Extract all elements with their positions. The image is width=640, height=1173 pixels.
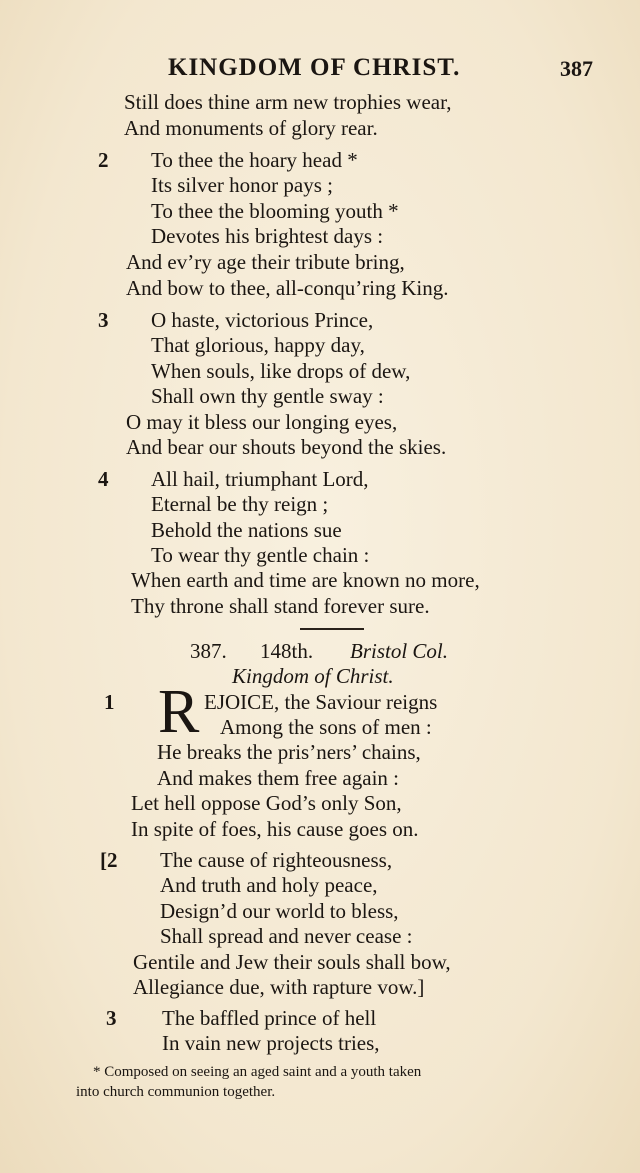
verse-number: 1 bbox=[104, 690, 115, 714]
verse-line: And truth and holy peace, bbox=[160, 873, 378, 897]
verse-line: Shall spread and never cease : bbox=[160, 924, 413, 948]
verse-line: Allegiance due, with rapture vow.] bbox=[133, 975, 425, 999]
continuation-line: Still does thine arm new trophies wear, bbox=[124, 90, 452, 114]
verse-line: To thee the blooming youth * bbox=[151, 199, 399, 223]
verse-line: EJOICE, the Saviour reigns bbox=[204, 690, 438, 714]
footnote-line: * Composed on seeing an aged saint and a youth taken bbox=[93, 1064, 422, 1080]
verse-line: Among the sons of men : bbox=[220, 715, 432, 739]
drop-cap: R bbox=[158, 678, 200, 746]
verse-line: And bear our shouts beyond the skies. bbox=[126, 435, 447, 459]
section-divider bbox=[300, 628, 364, 630]
verse-line: And makes them free again : bbox=[157, 766, 399, 790]
verse-line: To thee the hoary head * bbox=[151, 148, 358, 172]
verse-number: 3 bbox=[98, 308, 109, 332]
verse-line: And bow to thee, all-conqu’ring King. bbox=[126, 276, 449, 300]
verse-line: O may it bless our longing eyes, bbox=[126, 410, 398, 434]
hymn-title: Kingdom of Christ. bbox=[232, 664, 394, 688]
page-number: 387 bbox=[560, 56, 593, 81]
verse-number: 3 bbox=[106, 1006, 117, 1030]
verse-line: When earth and time are known no more, bbox=[131, 568, 480, 592]
verse-line: Devotes his brightest days : bbox=[151, 224, 384, 248]
verse-line: The baffled prince of hell bbox=[162, 1006, 377, 1030]
verse-number: 4 bbox=[98, 467, 109, 491]
hymn-tune: Bristol Col. bbox=[350, 639, 449, 663]
verse-line: When souls, like drops of dew, bbox=[151, 359, 411, 383]
verse-line: He breaks the pris’ners’ chains, bbox=[157, 740, 421, 764]
verse-line: O haste, victorious Prince, bbox=[151, 308, 374, 332]
hymn-number: 387. bbox=[190, 639, 227, 663]
verse-line: In spite of foes, his cause goes on. bbox=[131, 817, 419, 841]
verse-line: All hail, triumphant Lord, bbox=[151, 467, 369, 491]
footnote-line: into church communion together. bbox=[76, 1084, 276, 1100]
hymn-meter: 148th. bbox=[260, 639, 314, 663]
page-header bbox=[0, 54, 640, 86]
verse-line: To wear thy gentle chain : bbox=[151, 543, 370, 567]
verse-number: 2 bbox=[98, 148, 109, 172]
verse-line: In vain new projects tries, bbox=[162, 1031, 380, 1055]
verse-line: Let hell oppose God’s only Son, bbox=[131, 791, 402, 815]
verse-line: Its silver honor pays ; bbox=[151, 173, 333, 197]
verse-line: Thy throne shall stand forever sure. bbox=[131, 594, 430, 618]
verse-line: Design’d our world to bless, bbox=[160, 899, 399, 923]
verse-number: [2 bbox=[100, 848, 118, 872]
verse-line: Shall own thy gentle sway : bbox=[151, 384, 384, 408]
running-title: KINGDOM OF CHRIST. bbox=[168, 54, 461, 81]
verse-line: And ev’ry age their tribute bring, bbox=[126, 250, 405, 274]
verse-line: Gentile and Jew their souls shall bow, bbox=[133, 950, 451, 974]
verse-line: The cause of righteousness, bbox=[160, 848, 393, 872]
verse-line: That glorious, happy day, bbox=[151, 333, 365, 357]
verse-line: Eternal be thy reign ; bbox=[151, 492, 329, 516]
verse-line: Behold the nations sue bbox=[151, 518, 342, 542]
continuation-line: And monuments of glory rear. bbox=[124, 116, 378, 140]
